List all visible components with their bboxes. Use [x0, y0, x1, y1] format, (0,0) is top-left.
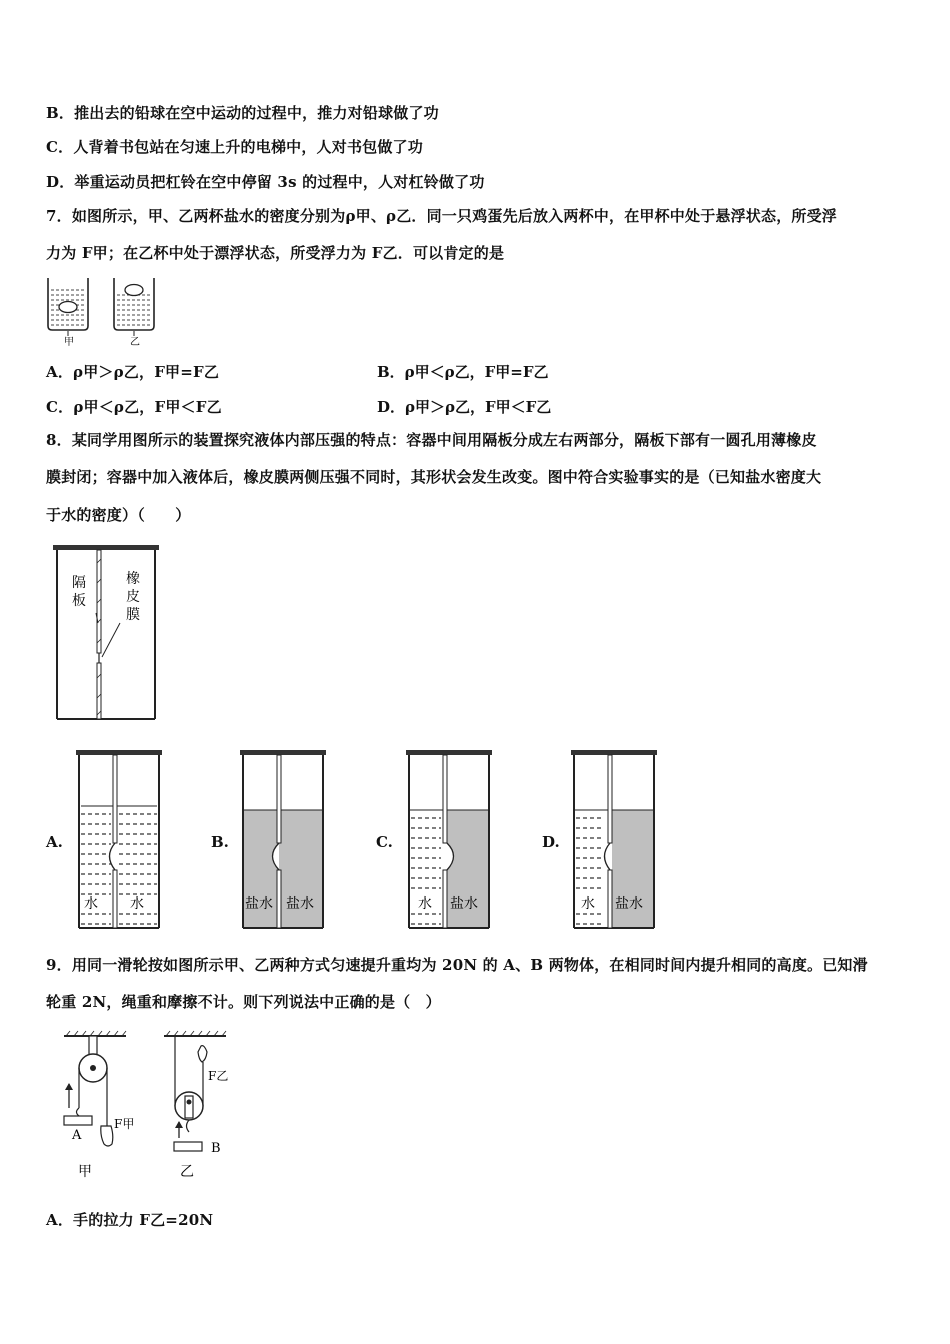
object-b-label: B: [211, 1141, 221, 1156]
q7-option-a: A．ρ甲＞ρ乙，F甲=F乙: [46, 363, 220, 381]
q6-option-b: B．推出去的铅球在空中运动的过程中，推力对铅球做了功: [46, 104, 439, 122]
partition-label-char2: 板: [72, 593, 86, 609]
q7-stem-line2: 力为 F甲；在乙杯中处于漂浮状态，所受浮力为 F乙．可以肯定的是: [46, 244, 505, 262]
object-a-label: A: [72, 1128, 82, 1143]
q9-stem-line1: 9．用同一滑轮按如图所示甲、乙两种方式匀速提升重均为 20N 的 A、B 两物体，在相同时间内提升相同的高度。已知滑: [46, 956, 868, 974]
q8-stem-line1: 8．某同学用图所示的装置探究液体内部压强的特点：容器中间用隔板分成左右两部分，隔板下部有一圆孔用薄橡皮: [46, 431, 817, 449]
q7-option-c: C．ρ甲＜ρ乙，F甲＜F乙: [46, 398, 222, 416]
q8-option-b-figure: [238, 748, 330, 932]
q8-stem-line2: 膜封闭；容器中加入液体后，橡皮膜两侧压强不同时，其形状会发生改变。图中符合实验事实的是（已知盐水密度大: [46, 468, 822, 486]
membrane-label-char3: 膜: [126, 607, 140, 623]
q8-apparatus-figure: [48, 543, 164, 723]
q6-option-d: D．举重运动员把杠铃在空中停留 3s 的过程中，人对杠铃做了功: [46, 173, 485, 191]
option-a-left-liquid: 水: [84, 896, 98, 912]
egg-icon: [59, 302, 77, 313]
q8-option-a-letter: A.: [46, 833, 63, 851]
q8-option-a-figure: [74, 748, 166, 932]
option-a-right-liquid: 水: [130, 896, 144, 912]
q9-option-a: A．手的拉力 F乙=20N: [46, 1211, 214, 1229]
beaker-label-yi: 乙: [130, 337, 140, 346]
option-d-left-liquid: 水: [581, 896, 595, 912]
membrane-label-char2: 皮: [126, 589, 140, 605]
fixed-pulley-jia: [64, 1031, 134, 1180]
option-b-right-liquid: 盐水: [286, 896, 314, 912]
force-yi-label: F乙: [208, 1069, 229, 1083]
option-c-left-liquid: 水: [418, 896, 432, 912]
egg-icon: [125, 285, 143, 296]
hand-icon: [198, 1046, 207, 1062]
beaker-yi: [114, 278, 154, 336]
beaker-jia: [48, 278, 88, 336]
beaker-label-jia: 甲: [64, 337, 74, 346]
option-c-right-liquid: 盐水: [450, 896, 478, 912]
hand-icon: [101, 1126, 113, 1146]
q7-stem-line1: 7．如图所示，甲、乙两杯盐水的密度分别为ρ甲、ρ乙．同一只鸡蛋先后放入两杯中，在甲杯中处于悬浮状态，所受浮: [46, 207, 837, 225]
q6-option-c: C．人背着书包站在匀速上升的电梯中，人对书包做了功: [46, 138, 423, 156]
q8-option-d-figure: [569, 748, 661, 932]
q8-stem-line3: 于水的密度）（ ）: [46, 506, 191, 524]
partition-label-char1: 隔: [72, 575, 86, 591]
option-b-left-liquid: 盐水: [245, 896, 273, 912]
pulley-label-yi: 乙: [180, 1164, 194, 1180]
q9-stem-line2: 轮重 2N，绳重和摩擦不计。则下列说法中正确的是（ ）: [46, 993, 441, 1011]
q9-pulley-figure: [56, 1028, 256, 1188]
q8-option-b-letter: B.: [211, 833, 229, 851]
q7-option-d: D．ρ甲＞ρ乙，F甲＜F乙: [377, 398, 552, 416]
q7-beakers-figure: [44, 274, 164, 346]
membrane-label-char1: 橡: [126, 571, 140, 587]
pulley-label-jia: 甲: [78, 1164, 92, 1180]
movable-pulley-yi: [164, 1031, 228, 1180]
q8-option-d-letter: D.: [542, 833, 560, 851]
q8-option-c-letter: C.: [376, 833, 393, 851]
option-d-right-liquid: 盐水: [615, 896, 643, 912]
force-jia-label: F甲: [114, 1117, 135, 1131]
q7-option-b: B．ρ甲＜ρ乙，F甲=F乙: [377, 363, 549, 381]
q8-option-c-figure: [404, 748, 496, 932]
